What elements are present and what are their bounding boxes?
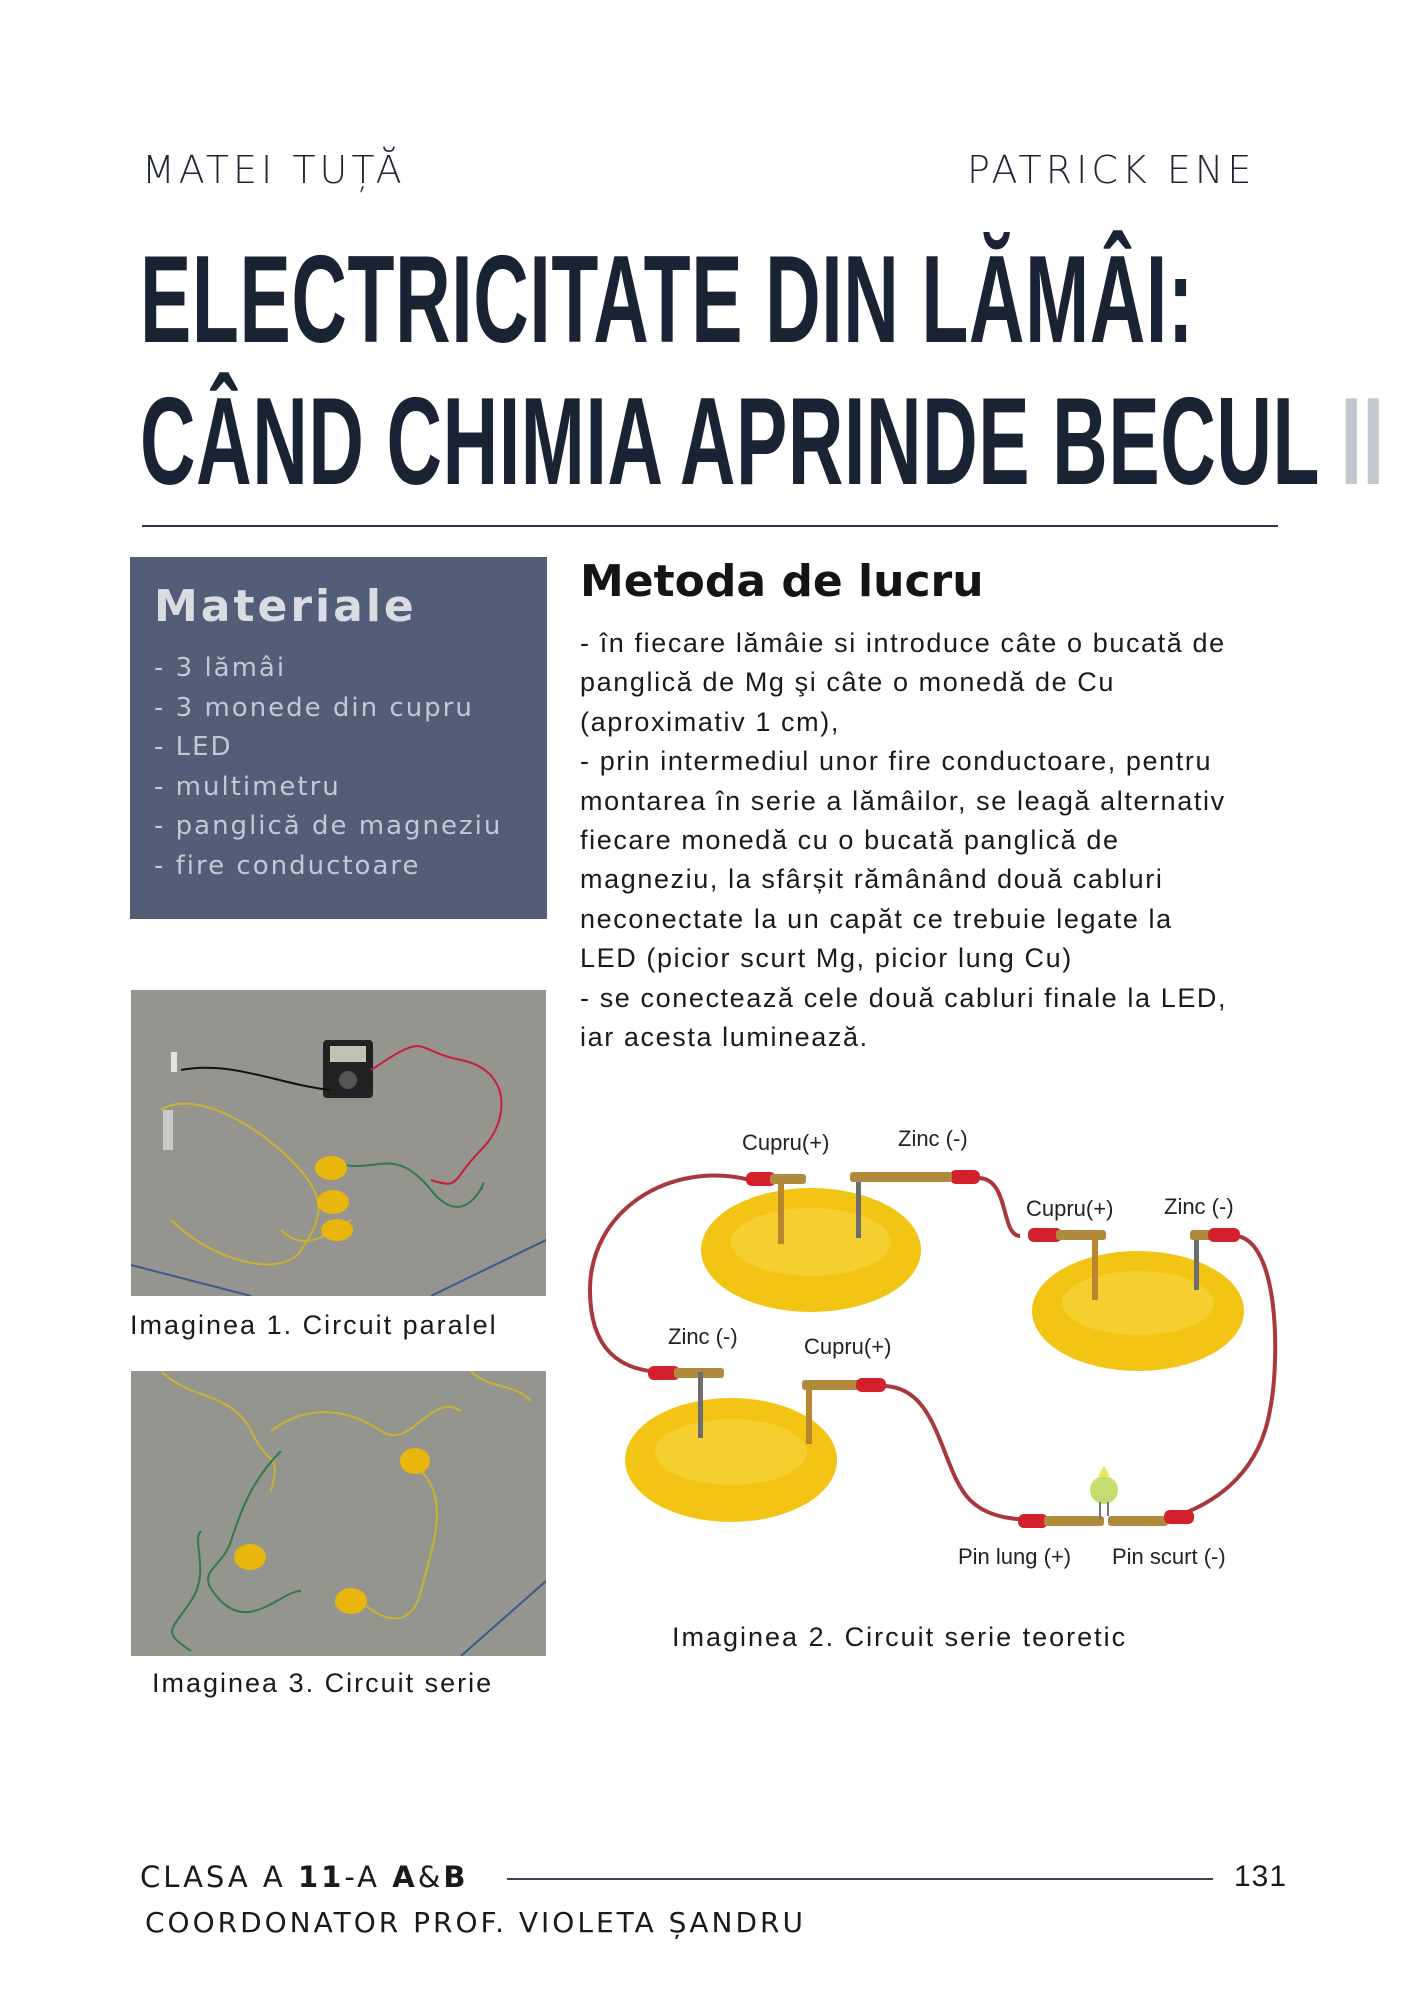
copper-electrode	[1092, 1234, 1098, 1300]
lemon-icon	[335, 1588, 367, 1614]
lemon-icon	[400, 1448, 430, 1474]
label-pin-scurt: Pin scurt (-)	[1112, 1544, 1226, 1569]
footer-class-b: B	[443, 1860, 469, 1894]
lemon-icon	[321, 1219, 353, 1241]
method-line: - în fiecare lămâie si introduce câte o bucată de	[580, 628, 1226, 658]
method-line: LED (picior scurt Mg, picior lung Cu)	[580, 943, 1073, 974]
caption-image-2: Imaginea 2. Circuit serie teoretic	[672, 1622, 1128, 1652]
method-line: (aproximativ 1 cm),	[580, 706, 840, 737]
method-line: montarea în serie a lămâilor, se leagă alternativ	[580, 785, 1226, 816]
label-zinc-3: Zinc (-)	[668, 1324, 738, 1349]
title-bars: II	[1340, 373, 1385, 511]
materials-box	[130, 557, 547, 919]
method-line: neconectate la un capăt ce trebuie legate la	[580, 903, 1173, 934]
copper-electrode	[778, 1178, 784, 1244]
lemon-icon	[234, 1544, 266, 1570]
copper-electrode	[806, 1382, 812, 1444]
method-text	[580, 624, 1290, 1057]
footer-divider	[507, 1878, 1213, 1880]
footer-class-prefix: CLASA A	[140, 1860, 298, 1894]
label-cupru-3: Cupru(+)	[804, 1334, 892, 1359]
clip-icon	[856, 1378, 886, 1392]
materials-list	[154, 649, 502, 886]
method-line: - prin intermediul unor fire conductoare, pentru	[580, 746, 1213, 777]
label-zinc-1: Zinc (-)	[898, 1126, 968, 1151]
wire	[978, 1178, 1020, 1236]
photo-series-circuit	[131, 1371, 546, 1656]
footer-class-a: A	[392, 1860, 418, 1894]
footer-class-amp: &	[417, 1860, 444, 1894]
photo-series-illustration	[131, 1371, 546, 1656]
method-line: fiecare monedă cu o bucată panglică de	[580, 825, 1120, 856]
caption-image-1: Imaginea 1. Circuit paralel	[130, 1310, 498, 1340]
title-line-2	[140, 373, 1385, 511]
title-line-1: ELECTRICITATE DIN LĂMÂI:	[140, 231, 1195, 369]
footer-class-num: 11	[297, 1860, 345, 1894]
method-line: magneziu, la sfârșit rămânând două cabluri	[580, 864, 1164, 895]
series-circuit-diagram	[580, 1110, 1290, 1590]
materials-item: - fire conductoare	[154, 850, 421, 881]
caption-image-3: Imaginea 3. Circuit serie	[152, 1668, 494, 1698]
clip-icon	[1164, 1510, 1194, 1524]
materials-item: - 3 lămâi	[154, 653, 287, 683]
clip-icon	[1018, 1514, 1048, 1528]
label-pin-lung: Pin lung (+)	[958, 1544, 1072, 1569]
footer-class-mid: -A	[344, 1860, 393, 1894]
materials-item: - 3 monede din cupru	[154, 692, 474, 723]
led-icon	[1090, 1476, 1118, 1504]
zinc-electrode	[698, 1372, 703, 1438]
method-line: panglică de Mg şi câte o monedă de Cu	[580, 667, 1115, 698]
materials-item: - multimetru	[154, 771, 341, 802]
method-line: iar acesta luminează.	[580, 1022, 869, 1053]
clip-icon	[950, 1170, 980, 1184]
materials-item: - LED	[154, 732, 233, 762]
footer-class	[140, 1860, 468, 1894]
wire	[883, 1386, 1050, 1520]
page-number: 131	[1234, 1860, 1288, 1893]
zinc-electrode	[856, 1176, 861, 1238]
label-cupru-2: Cupru(+)	[1026, 1196, 1114, 1221]
author-left: MATEI TUȚĂ	[142, 148, 406, 192]
label-zinc-2: Zinc (-)	[1164, 1194, 1234, 1219]
lemon-icon	[315, 1156, 347, 1180]
method-line: - se conectează cele două cabluri finale la LED,	[580, 982, 1228, 1013]
materials-item: - panglică de magneziu	[154, 811, 503, 841]
label-cupru-1: Cupru(+)	[742, 1130, 830, 1155]
author-right: PATRICK ENE	[967, 148, 1256, 192]
method-heading: Metoda de lucru	[580, 556, 984, 607]
title-line-2-text: CÂND CHIMIA APRINDE BECUL	[140, 373, 1319, 511]
photo-parallel-circuit	[131, 990, 546, 1296]
lemon-icon	[317, 1190, 349, 1214]
title-divider	[142, 525, 1278, 527]
photo-parallel-illustration	[131, 990, 546, 1296]
footer-coordinator: COORDONATOR PROF. VIOLETA ȘANDRU	[145, 1906, 807, 1939]
clip-icon	[1208, 1228, 1240, 1242]
materials-heading: Materiale	[154, 581, 417, 632]
